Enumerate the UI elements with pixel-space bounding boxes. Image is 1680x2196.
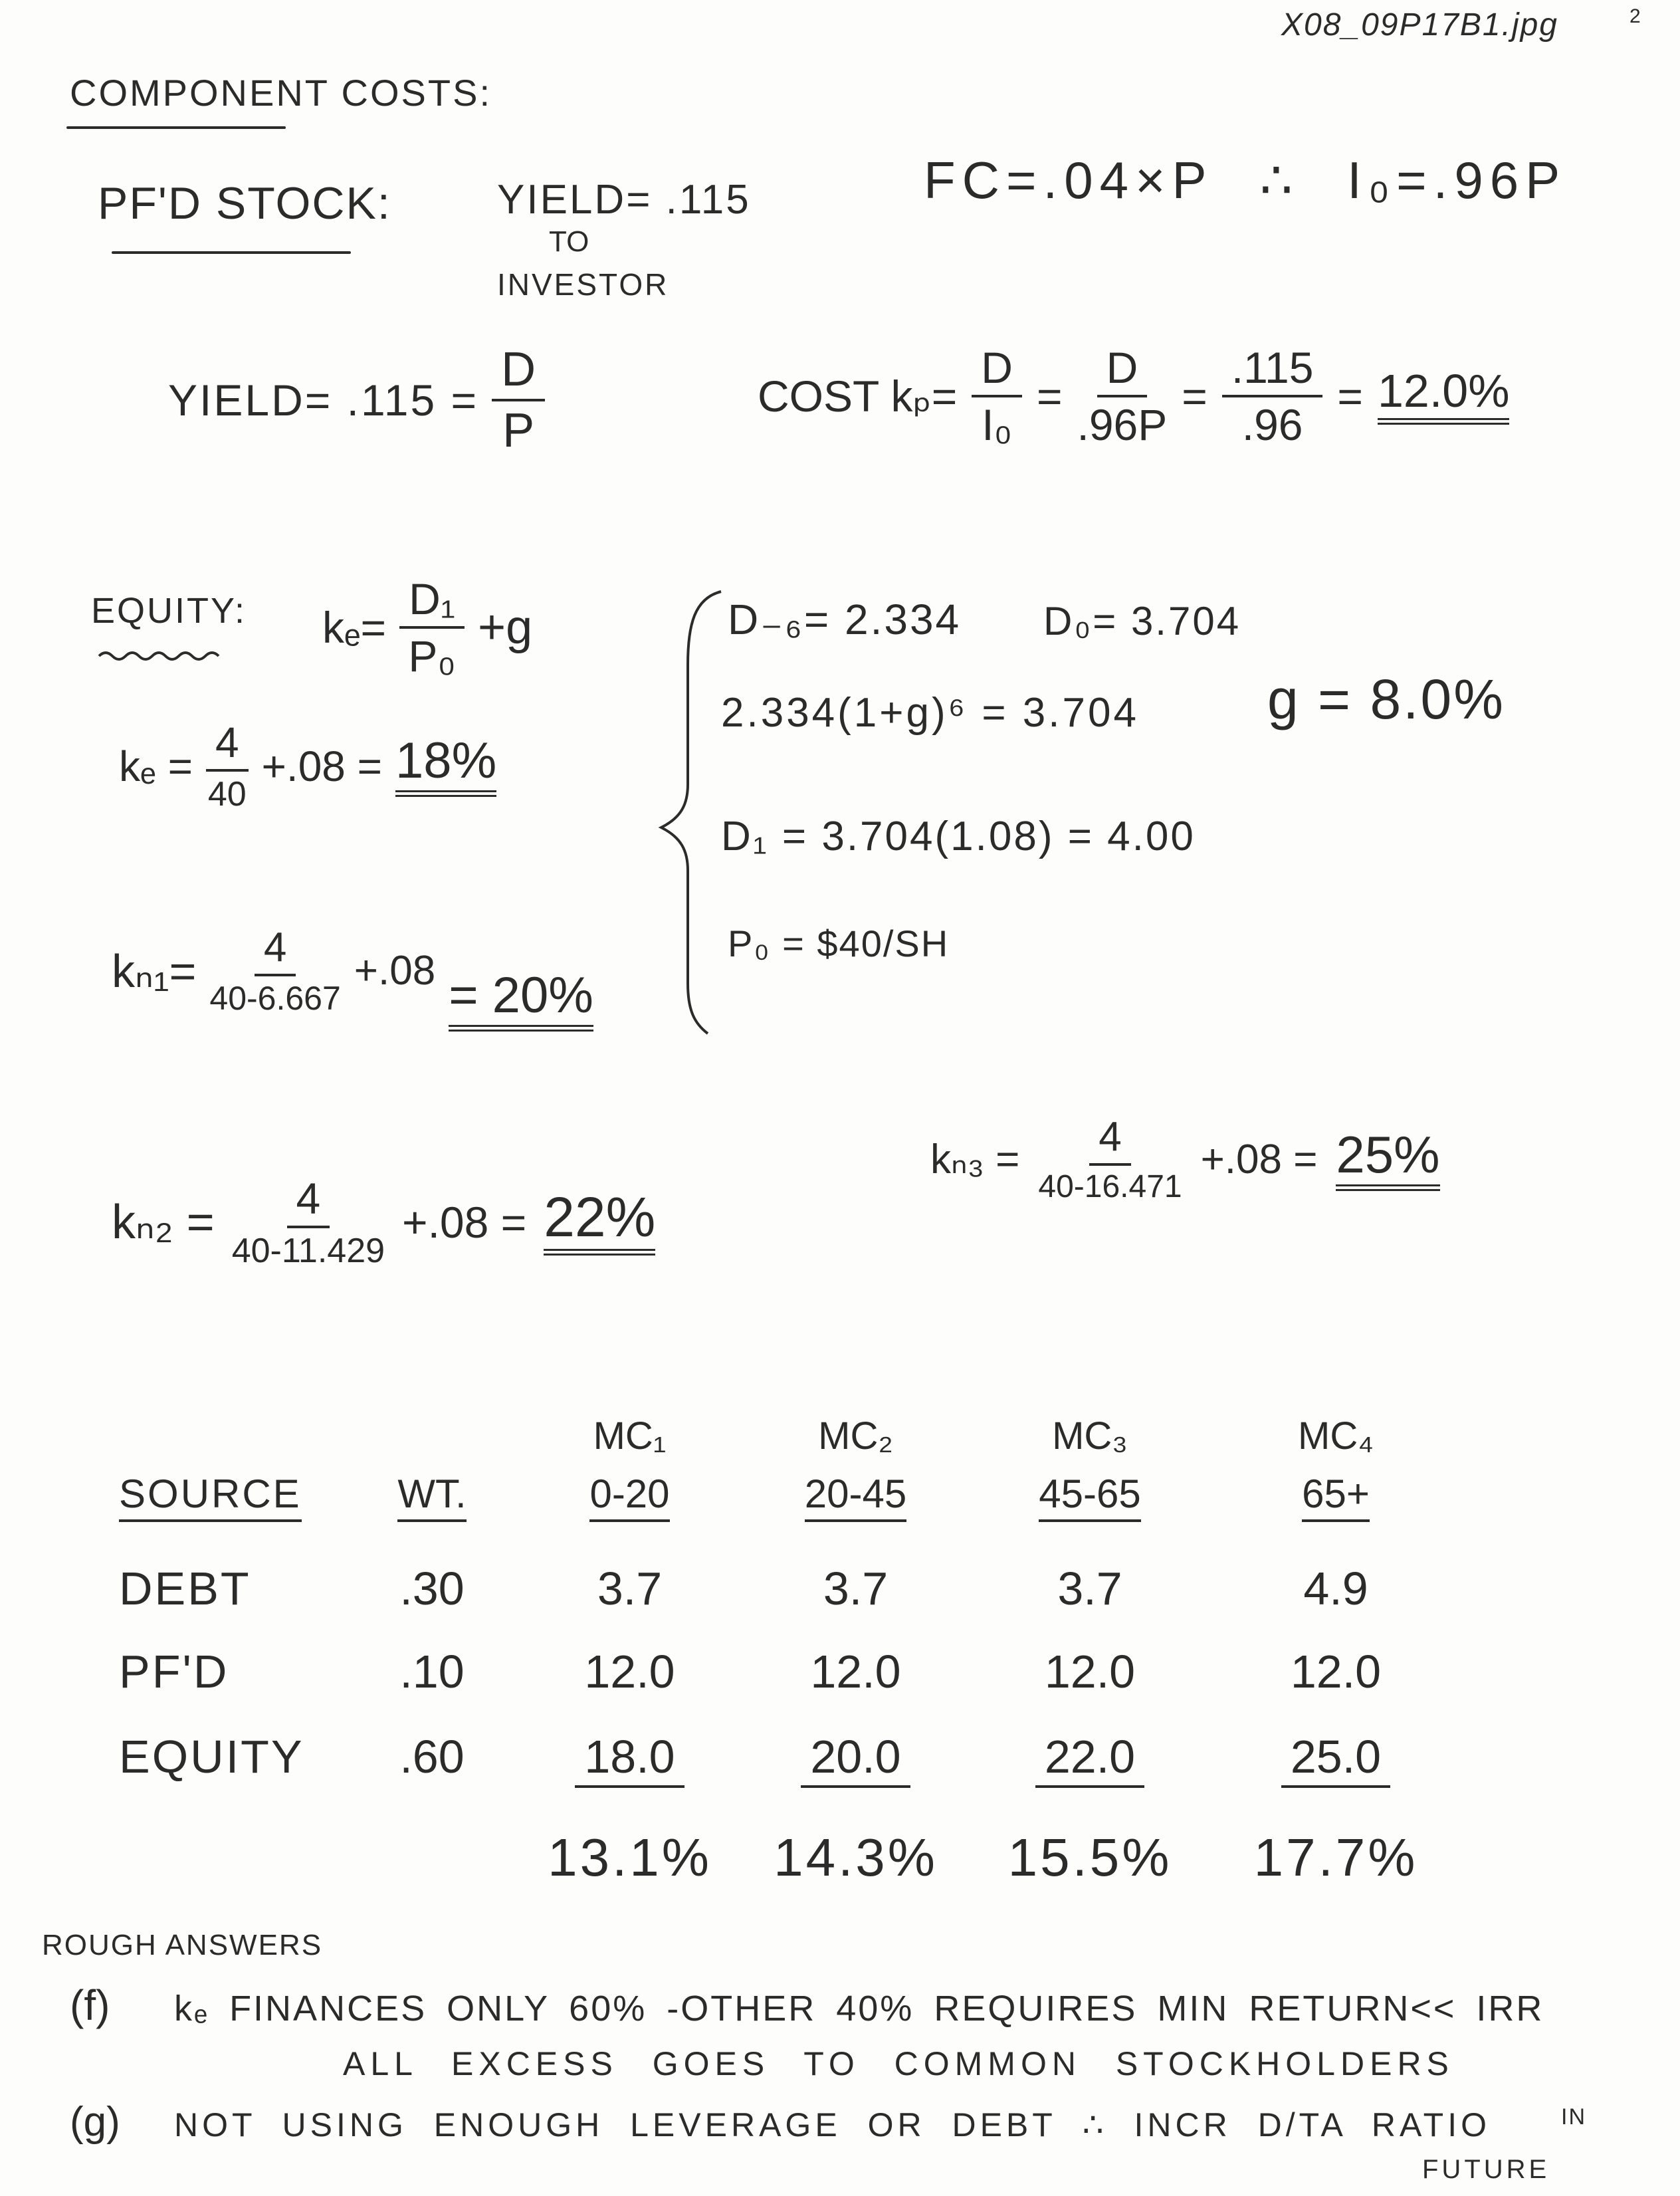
yield-equation-lhs: YIELD= .115 = [168, 376, 479, 425]
ke-lhs: kₑ = [119, 742, 193, 790]
page-heading: COMPONENT COSTS: [70, 72, 492, 114]
table-cell [1209, 1828, 1462, 1887]
mc-column-label: MC₁ [593, 1414, 667, 1458]
kn3-equation [930, 1114, 1440, 1204]
table-cell [970, 1565, 1209, 1612]
fraction-numerator: 4 [287, 1176, 330, 1228]
source-name: EQUITY [119, 1731, 304, 1783]
table-cell [518, 1414, 741, 1458]
yield-fraction [492, 343, 545, 457]
fraction-numerator: 4 [1089, 1117, 1130, 1166]
yield-note-to: TO [549, 225, 589, 258]
kn3-rhs: +.08 = [1200, 1137, 1318, 1182]
weighted-cost-total: 13.1% [548, 1828, 712, 1887]
preferred-stock-label: PF'D STOCK: [98, 178, 391, 229]
cost-value: 25.0 [1281, 1733, 1390, 1788]
fraction-denominator: P₀ [408, 631, 456, 681]
fraction-denominator: .96P [1077, 400, 1168, 449]
table-cell [970, 1414, 1209, 1458]
cost-value: 12.0 [584, 1646, 675, 1698]
mc-range-header: 0-20 [589, 1474, 669, 1522]
kn1-rhs: +.08 [354, 948, 436, 994]
cost-value: 12.0 [810, 1646, 901, 1698]
cost-equation-lhs: COST kₚ= [758, 372, 958, 421]
growth-equation: 2.334(1+g)⁶ = 3.704 [721, 690, 1139, 736]
mc-range-header: 20-45 [805, 1474, 906, 1522]
cost-fraction-1 [972, 343, 1022, 449]
answer-g-line-2a: IN [1561, 2104, 1586, 2130]
fraction-denominator: 40-6.667 [209, 980, 341, 1017]
fraction-denominator: P [502, 404, 535, 457]
table-cell [518, 1565, 741, 1612]
table-totals-row [100, 1788, 1462, 1887]
kn1-fraction [209, 927, 340, 1015]
heading-underline [66, 126, 286, 129]
yield-equation [168, 343, 545, 457]
table-cell [518, 1474, 741, 1522]
source-name: PF'D [119, 1646, 229, 1698]
table-cell [1209, 1474, 1462, 1522]
ke-equation [119, 718, 497, 814]
cost-value: 18.0 [575, 1733, 684, 1788]
kn1-result: = 20% [449, 970, 593, 1032]
equity-label: EQUITY: [91, 591, 247, 631]
kn3-result: 25% [1336, 1129, 1439, 1191]
table-cell [741, 1828, 970, 1887]
table-row [100, 1695, 1462, 1788]
fraction-denominator: I₀ [982, 400, 1012, 449]
kn3-lhs: kₙ₃ = [930, 1137, 1020, 1182]
table-cell [970, 1646, 1209, 1698]
table-cell [970, 1733, 1209, 1788]
answer-g-line-1: NOT USING ENOUGH LEVERAGE OR DEBT ∴ INCR D/TA RATIO [174, 2106, 1491, 2143]
table-cell [346, 1565, 518, 1612]
preferred-stock-underline [112, 251, 351, 254]
table-header-row [100, 1456, 1462, 1522]
answer-f-line-1: kₑ FINANCES ONLY 60% -OTHER 40% REQUIRES MIN RETURN<< IRR [174, 1989, 1544, 2029]
fraction-numerator: D₁ [399, 577, 465, 629]
yield-text: YIELD= .115 [497, 177, 751, 223]
answer-g-line-2b: FUTURE [1422, 2155, 1550, 2184]
table-cell [518, 1828, 741, 1887]
answer-g-label: (g) [70, 2099, 120, 2145]
equity-formula-fraction [399, 574, 465, 681]
flotation-cost-text: FC=.04×P ∴ I₀=.96P [924, 151, 1567, 209]
table-cell [741, 1414, 970, 1458]
yield-note-investor: INVESTOR [497, 267, 669, 302]
table-cell [346, 1646, 518, 1698]
table-cell [346, 1474, 518, 1522]
table-cell [970, 1828, 1209, 1887]
kn1-equation [112, 925, 593, 1024]
kn3-fraction [1038, 1114, 1182, 1204]
cost-fraction-3 [1222, 343, 1323, 449]
cost-preferred-result: 12.0% [1378, 368, 1509, 425]
equals-sign: = [1182, 372, 1208, 421]
ke-result: 18% [395, 736, 496, 797]
table-cell [1209, 1565, 1462, 1612]
table-cell [518, 1733, 741, 1788]
fraction-denominator: 40-16.471 [1038, 1169, 1182, 1204]
fraction-numerator: D [1097, 346, 1148, 397]
source-header: SOURCE [119, 1474, 302, 1522]
fraction-denominator: 40 [207, 775, 247, 814]
rough-answers-title: ROUGH ANSWERS [42, 1929, 323, 1961]
cost-preferred-equation [758, 343, 1510, 449]
weight-value: .10 [399, 1646, 465, 1698]
equity-formula [322, 574, 533, 681]
table-cell [741, 1646, 970, 1698]
source-name: DEBT [119, 1563, 251, 1614]
equals-sign: = [1036, 372, 1063, 421]
cost-fraction-2 [1077, 343, 1168, 449]
kn2-lhs: kₙ₂ = [112, 1196, 215, 1249]
fraction-numerator: D [492, 346, 545, 401]
table-row [100, 1522, 1462, 1612]
table-cell [741, 1733, 970, 1788]
table-cell [1209, 1733, 1462, 1788]
equity-formula-lhs: kₑ= [322, 603, 387, 652]
weight-value: .60 [399, 1731, 465, 1783]
marginal-cost-table [100, 1399, 1462, 1887]
kn2-equation [112, 1176, 655, 1268]
cost-value: 12.0 [1044, 1646, 1136, 1698]
filename-label: X08_09P17B1.jpg [1281, 7, 1558, 43]
weight-header: WT. [397, 1474, 466, 1522]
cost-value: 20.0 [801, 1733, 910, 1788]
fraction-numerator: 4 [255, 927, 296, 976]
next-dividend: D₁ = 3.704(1.08) = 4.00 [721, 814, 1196, 859]
cost-value: 22.0 [1035, 1733, 1144, 1788]
current-price: P₀ = $40/SH [728, 923, 950, 964]
table-cell [741, 1565, 970, 1612]
cost-value: 12.0 [1290, 1646, 1382, 1698]
table-cell [100, 1474, 346, 1522]
mc-column-label: MC₃ [1052, 1414, 1128, 1458]
mc-range-header: 65+ [1302, 1474, 1370, 1522]
fraction-denominator: 40-11.429 [231, 1232, 385, 1270]
mc-column-label: MC₂ [818, 1414, 893, 1458]
page-number: 2 [1629, 5, 1641, 27]
kn2-result: 22% [544, 1189, 655, 1256]
cost-value: 4.9 [1303, 1563, 1368, 1614]
cost-value: 3.7 [823, 1563, 889, 1614]
curly-brace [655, 585, 728, 1037]
answer-f-line-2: ALL EXCESS GOES TO COMMON STOCKHOLDERS [343, 2045, 1454, 2082]
weighted-cost-total: 17.7% [1253, 1828, 1418, 1887]
ke-rhs: +.08 = [261, 742, 383, 790]
mc-column-label: MC₄ [1298, 1414, 1374, 1458]
table-cell [100, 1646, 346, 1698]
fraction-denominator: .96 [1241, 400, 1303, 449]
table-mc-label-row [100, 1399, 1462, 1456]
fraction-numerator: 4 [206, 721, 249, 772]
dividend-minus-6: D₋₆= 2.334 [728, 596, 962, 643]
table-cell [100, 1733, 346, 1788]
table-cell [970, 1474, 1209, 1522]
table-row [100, 1612, 1462, 1698]
ke-fraction [206, 718, 249, 814]
answer-f-label: (f) [70, 1981, 110, 2029]
mc-range-header: 45-65 [1039, 1474, 1140, 1522]
kn1-lhs: kₙ₁= [112, 945, 197, 997]
dividend-0: D₀= 3.704 [1043, 599, 1241, 643]
weighted-cost-total: 15.5% [1007, 1828, 1172, 1887]
table-cell [346, 1733, 518, 1788]
equity-formula-rhs: +g [478, 601, 533, 654]
equals-sign: = [1337, 372, 1363, 421]
kn2-fraction [232, 1176, 385, 1268]
table-cell [100, 1565, 346, 1612]
table-cell [1209, 1646, 1462, 1698]
table-cell [1209, 1414, 1462, 1458]
table-cell [741, 1474, 970, 1522]
fraction-numerator: .115 [1222, 346, 1323, 397]
cost-value: 3.7 [597, 1563, 663, 1614]
table-cell [518, 1646, 741, 1698]
growth-rate-result: g = 8.0% [1267, 668, 1505, 730]
kn2-rhs: +.08 = [402, 1198, 527, 1247]
fraction-numerator: D [972, 346, 1022, 397]
weighted-cost-total: 14.3% [774, 1828, 938, 1887]
cost-value: 3.7 [1057, 1563, 1122, 1614]
equity-wavy-underline [98, 648, 224, 664]
weight-value: .30 [399, 1563, 465, 1614]
